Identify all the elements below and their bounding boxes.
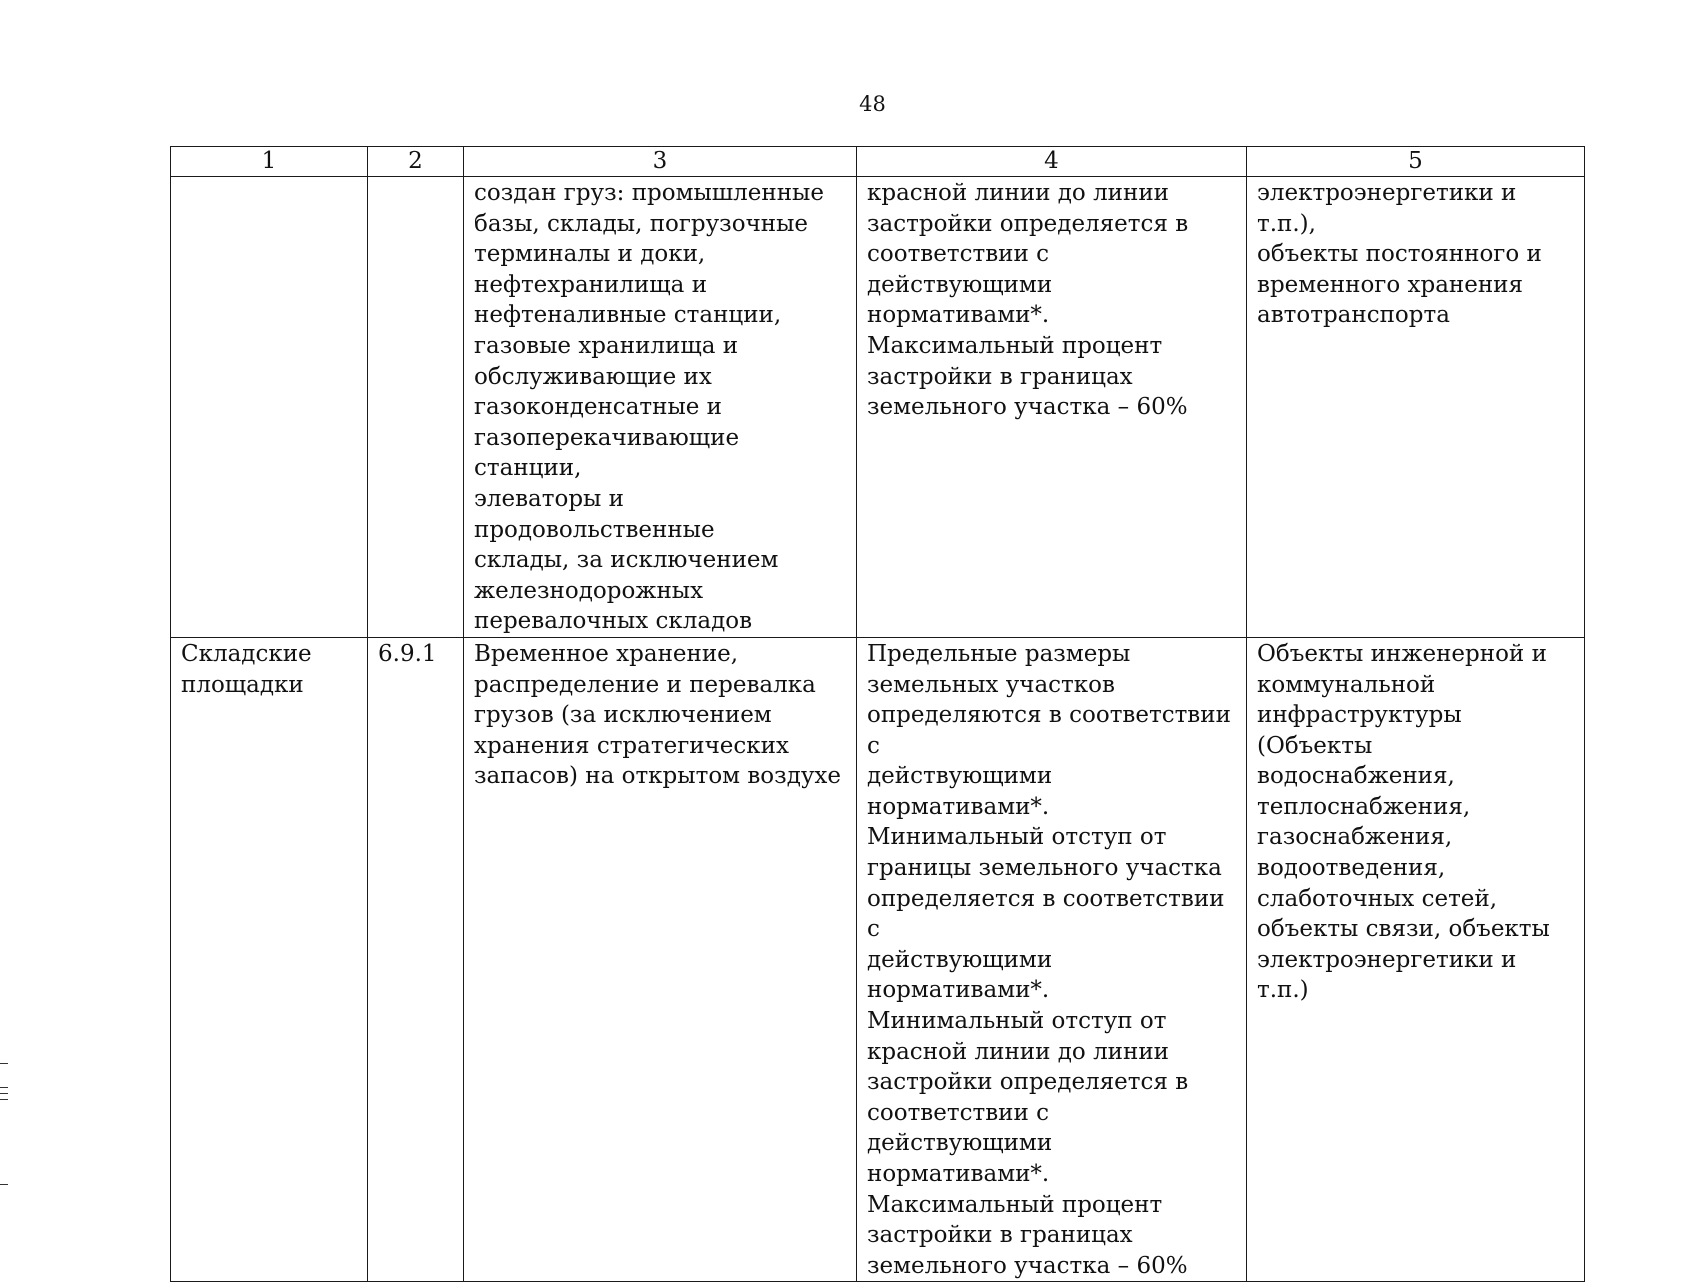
scan-edge-mark bbox=[0, 1184, 8, 1185]
cell-parameters: Предельные размеры земельных участков определяются в соответствии с действующими нормативами*. Минимальный отступ от границы земельного участка определяется в соответствии с действующими нормативами*. Минимальный отступ от красной линии до линии застройки определяется в соответствии с действующими нормативами*. Максимальный процент застройки в границах земельного участка – 60% bbox=[857, 637, 1247, 1281]
page-number: 48 bbox=[859, 92, 886, 116]
table-row bbox=[171, 177, 1585, 638]
cell-parameters: красной линии до линии застройки определяется в соответствии с действующими нормативами*. Максимальный процент застройки в границах земельного участка – 60% bbox=[857, 177, 1247, 638]
table-body bbox=[171, 177, 1585, 1282]
scan-edge-mark bbox=[0, 1099, 8, 1100]
cell-use-type-code: 6.9.1 bbox=[368, 637, 464, 1281]
cell-use-type-code bbox=[368, 177, 464, 638]
cell-auxiliary-uses: электроэнергетики и т.п.), объекты постоянного и временного хранения автотранспорта bbox=[1247, 177, 1585, 638]
column-header-4: 4 bbox=[857, 147, 1247, 177]
scan-edge-mark bbox=[0, 1063, 8, 1064]
column-header-3: 3 bbox=[464, 147, 857, 177]
scan-edge-mark bbox=[0, 1087, 8, 1088]
column-header-5: 5 bbox=[1247, 147, 1585, 177]
cell-use-description: Временное хранение, распределение и перевалка грузов (за исключением хранения стратегических запасов) на открытом воздухе bbox=[464, 637, 857, 1281]
column-header-2: 2 bbox=[368, 147, 464, 177]
cell-use-type-name: Складские площадки bbox=[171, 637, 368, 1281]
column-header-1: 1 bbox=[171, 147, 368, 177]
table-header bbox=[171, 147, 1585, 177]
cell-use-description: создан груз: промышленные базы, склады, погрузочные терминалы и доки, нефтехранилища и нефтеналивные станции, газовые хранилища и обслуживающие их газоконденсатные и газоперекачивающие станции, элеваторы и продовольственные склады, за исключением железнодорожных перевалочных складов bbox=[464, 177, 857, 638]
table-row bbox=[171, 637, 1585, 1281]
header-row bbox=[171, 147, 1585, 177]
cell-auxiliary-uses: Объекты инженерной и коммунальной инфраструктуры (Объекты водоснабжения, теплоснабжения, газоснабжения, водоотведения, слаботочных сетей, объекты связи, объекты электроэнергетики и т.п.) bbox=[1247, 637, 1585, 1281]
scan-edge-mark bbox=[0, 1093, 8, 1094]
cell-use-type-name bbox=[171, 177, 368, 638]
zoning-table bbox=[170, 146, 1585, 1282]
